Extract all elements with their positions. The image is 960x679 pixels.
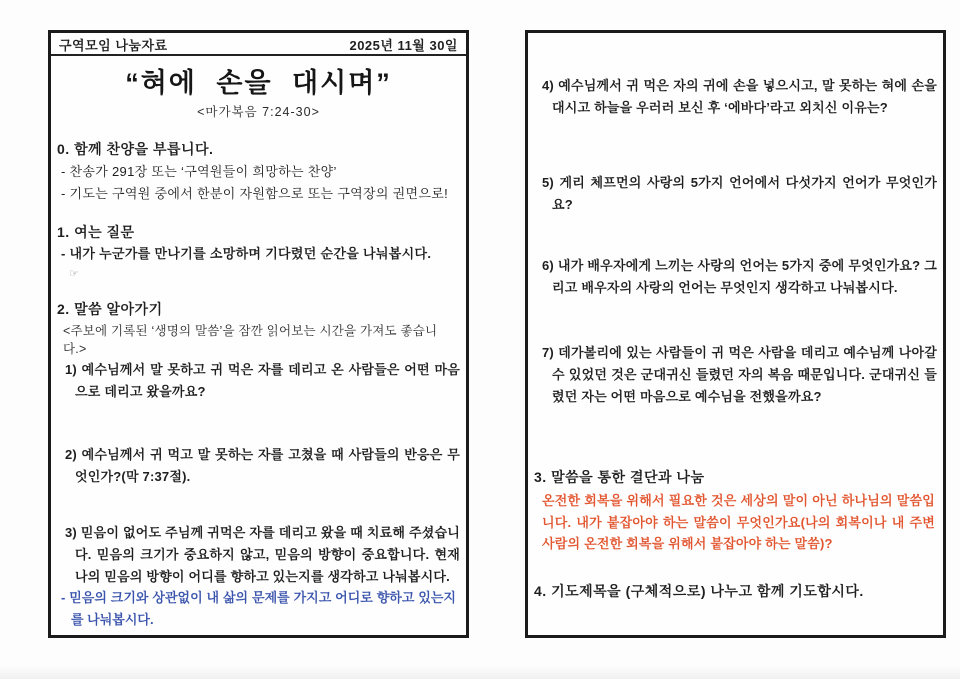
section2-note: <주보에 기록된 ‘생명의 말씀’을 잠깐 읽어보는 시간을 가져도 좋습니다.> — [63, 324, 438, 356]
question-3: 3) 믿음이 없어도 주님께 귀먹은 자를 데리고 왔을 때 치료해 주셨습니다. 믿음의 크기가 중요하지 않고, 믿음의 방향이 중요합니다. 현재 나의 믿음의 방향이 어디를 향하고 있는지를 생각하고 나눠봅시다. — [65, 525, 460, 584]
section3-heading: 3. 말씀을 통한 결단과 나눔 — [534, 469, 705, 485]
question-4: 4) 예수님께서 귀 먹은 자의 귀에 손을 넣으시고, 말 못하는 혀에 손을 대시고 하늘을 우러러 보신 후 ‘에바다’라고 외치신 이유는? — [542, 78, 937, 115]
doc-type-label: 구역모임 나눔자료 — [59, 38, 168, 53]
scan-artifact — [0, 665, 960, 679]
scripture-reference: <마가복음 7:24-30> — [197, 105, 320, 119]
section2-heading: 2. 말씀 알아가기 — [57, 301, 163, 317]
question-5: 5) 게리 체프먼의 사랑의 5가지 언어에서 다섯가지 언어가 무엇인가요? — [542, 175, 937, 212]
sermon-title: “혀에 손을 대시며” — [125, 68, 392, 98]
question-6: 6) 내가 배우자에게 느끼는 사랑의 언어는 5가지 중에 무엇인가요? 그리고 배우자의 사랑의 언어는 무엇인지 생각하고 나눠봅시다. — [542, 258, 937, 295]
doc-date: 2025년 11월 30일 — [349, 38, 458, 53]
question-1: 1) 예수님께서 말 못하고 귀 먹은 자를 데리고 온 사람들은 어떤 마음으로 데리고 왔을까요? — [65, 362, 460, 399]
section0-heading: 0. 함께 찬양을 부릅니다. — [57, 141, 214, 157]
pointing-hand-icon: ☞ — [69, 268, 79, 280]
question-3-hint: - 믿음의 크기와 상관없이 내 삶의 문제를 가지고 어디로 향하고 있는지를 나눠봅시다. — [61, 590, 456, 627]
page-header — [51, 33, 466, 56]
question-2: 2) 예수님께서 귀 먹고 말 못하는 자를 고쳤을 때 사람들의 반응은 무엇인가?(막 7:37절). — [65, 447, 460, 484]
section1-heading: 1. 여는 질문 — [57, 224, 135, 240]
page-left — [48, 30, 469, 638]
question-7: 7) 데가볼리에 있는 사람들이 귀 먹은 사람을 데리고 예수님께 나아갈 수 있었던 것은 군대귀신 들렸던 자의 복음 때문입니다. 군대귀신 들렸던 자는 어떤 마음으로 예수님을 전했을까요? — [542, 345, 937, 404]
section0-bullet-hymn: - 찬송가 291장 또는 ‘구역원들이 희망하는 찬양’ — [61, 164, 337, 179]
page-right — [525, 30, 946, 638]
section3-decision-text: 온전한 회복을 위해서 필요한 것은 세상의 말이 아닌 하나님의 말씀입니다. 내가 붙잡아야 하는 말씀이 무엇인가요(나의 회복이나 내 주변 사람의 온전한 회복을 위해서 붙잡아야 하는 말씀)? — [542, 493, 935, 551]
section0-bullet-prayer: - 기도는 구역원 중에서 한분이 자원함으로 또는 구역장의 권면으로! — [61, 186, 449, 201]
section1-opening-question: - 내가 누군가를 만나기를 소망하며 기다렸던 순간을 나눠봅시다. — [61, 246, 432, 261]
section4-heading: 4. 기도제목을 (구체적으로) 나누고 함께 기도합시다. — [534, 583, 864, 599]
